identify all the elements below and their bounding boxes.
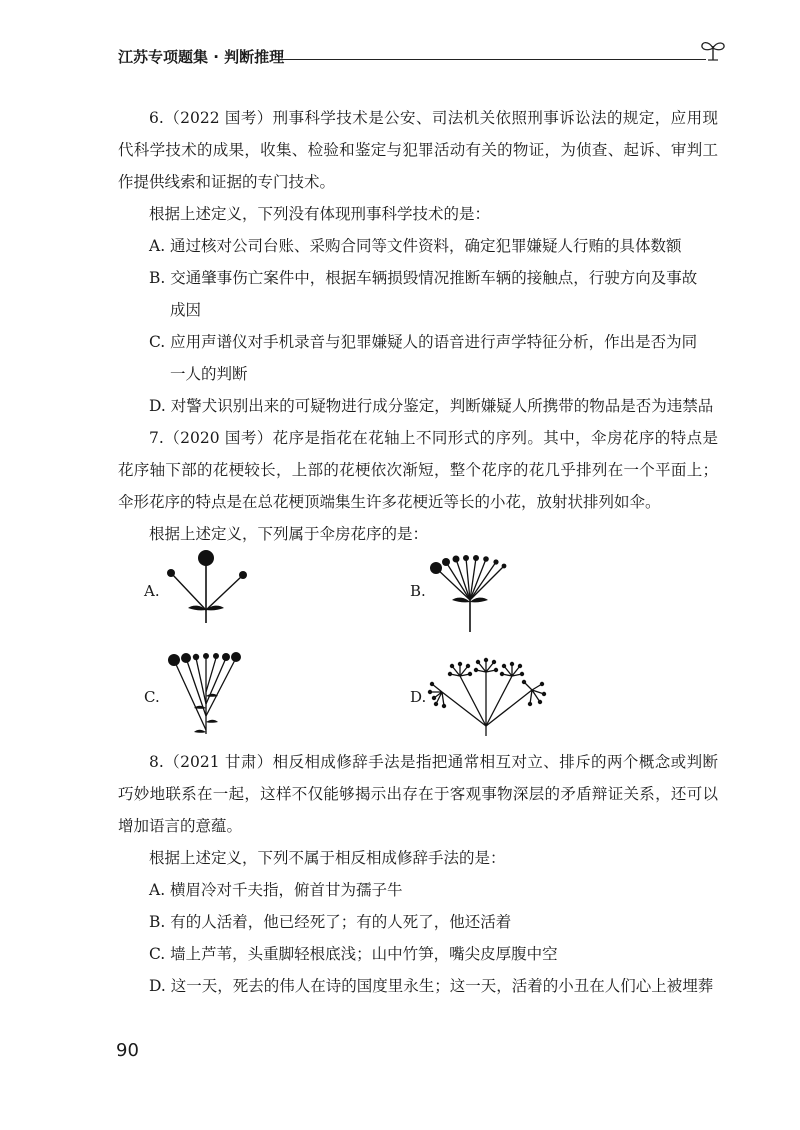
question-7 — [118, 422, 718, 550]
q6-option-c-line2: 一人的判断 — [170, 365, 248, 383]
figure-a-label: A. — [144, 582, 160, 600]
q7-stem: 7.（2020 国考）花序是指花在花轴上不同形式的序列。其中，伞房花序的特点是花序轴下部的花梗较长，上部的花梗依次渐短，整个花序的花几乎排列在一个平面上；伞形花序的特点是在总花梗顶端集生许多花梗近等长的小花，放射状排列如伞。 — [118, 429, 718, 511]
figure-c-inflorescence — [164, 648, 254, 740]
question-6 — [118, 102, 718, 422]
q6-option-b-line2: 成因 — [170, 301, 202, 319]
figure-b-label: B. — [410, 582, 426, 600]
q8-option-b: B. 有的人活着，他已经死了；有的人死了，他还活着 — [149, 913, 512, 931]
q7-prompt: 根据上述定义，下列属于伞房花序的是： — [149, 525, 429, 543]
q8-option-d: D. 这一天，死去的伟人在诗的国度里永生；这一天，活着的小丑在人们心上被埋葬 — [149, 977, 714, 995]
sprout-icon — [698, 36, 728, 66]
q8-option-c: C. 墙上芦苇，头重脚轻根底浅；山中竹笋，嘴尖皮厚腹中空 — [149, 945, 558, 963]
header-rule — [278, 59, 706, 60]
q6-stem: 6.（2022 国考）刑事科学技术是公安、司法机关依照刑事诉讼法的规定，应用现代科学技术的成果，收集、检验和鉴定与犯罪活动有关的物证，为侦查、起诉、审判工作提供线索和证据的专门技术。 — [118, 109, 718, 191]
page-number: 90 — [116, 1040, 139, 1061]
figure-d-inflorescence — [426, 654, 556, 736]
q6-option-b-line1: B. 交通肇事伤亡案件中，根据车辆损毁情况推断车辆的接触点，行驶方向及事故 — [149, 269, 698, 287]
q8-stem: 8.（2021 甘肃）相反相成修辞手法是指把通常相互对立、排斥的两个概念或判断巧妙地联系在一起，这样不仅能够揭示出存在于客观事物深层的矛盾辩证关系，还可以增加语言的意蕴。 — [118, 753, 718, 835]
q6-option-a: A. 通过核对公司台账、采购合同等文件资料，确定犯罪嫌疑人行贿的具体数额 — [149, 237, 682, 255]
q8-prompt: 根据上述定义，下列不属于相反相成修辞手法的是： — [149, 849, 506, 867]
q6-prompt: 根据上述定义，下列没有体现刑事科学技术的是： — [149, 205, 491, 223]
q8-option-a: A. 横眉冷对千夫指，俯首甘为孺子牛 — [149, 881, 403, 899]
figure-b-inflorescence — [424, 550, 524, 635]
q6-option-c-line1: C. 应用声谱仪对手机录音与犯罪嫌疑人的语音进行声学特征分析，作出是否为同 — [149, 333, 698, 351]
q6-option-d: D. 对警犬识别出来的可疑物进行成分鉴定，判断嫌疑人所携带的物品是否为违禁品 — [149, 397, 714, 415]
header-title: 江苏专项题集 · 判断推理 — [118, 48, 285, 66]
running-header — [118, 40, 718, 70]
figure-d-label: D. — [410, 688, 427, 706]
figure-c-label: C. — [144, 688, 160, 706]
figure-a-inflorescence — [160, 548, 260, 628]
question-8 — [118, 746, 718, 1002]
